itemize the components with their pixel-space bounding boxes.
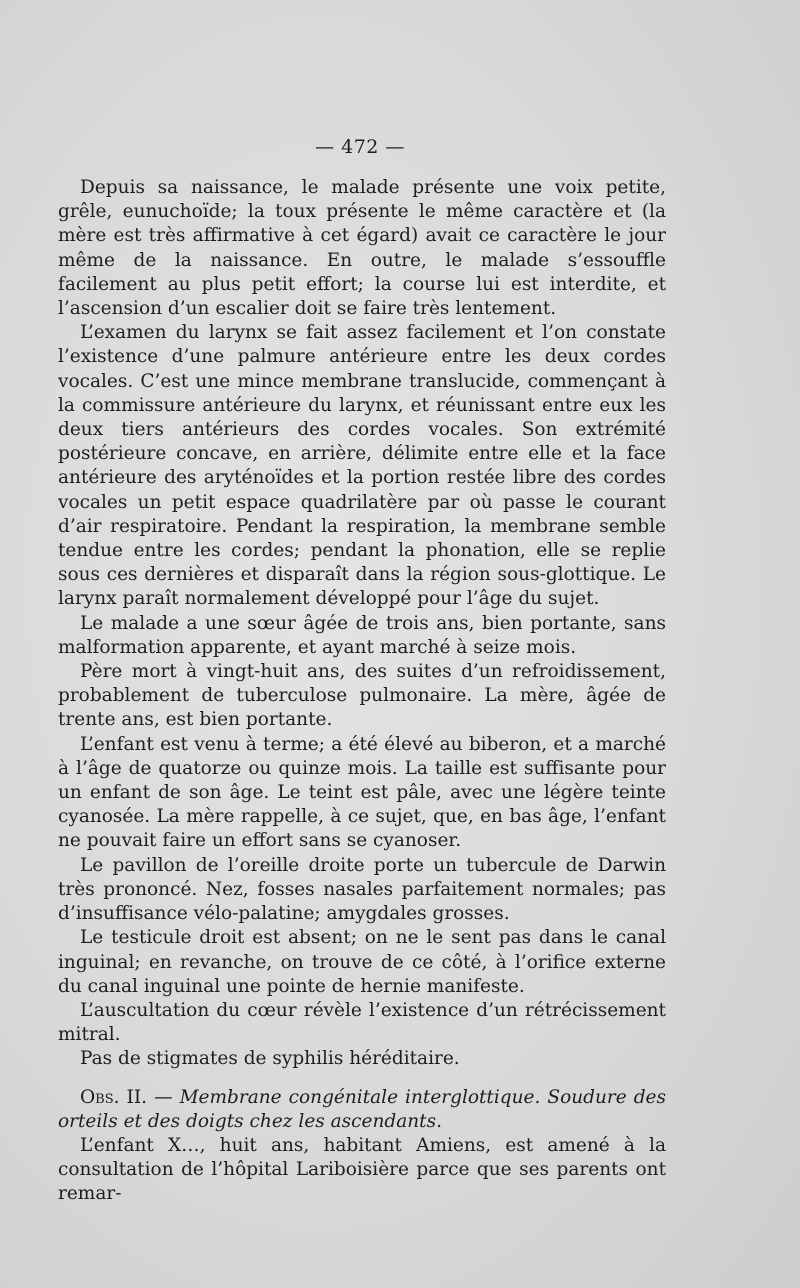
observation-heading xyxy=(58,1086,666,1134)
observation-title: Membrane congénitale interglottique. Soudure des orteils et des doigts chez les ascendants. xyxy=(58,1086,666,1132)
paragraph-sister: Le malade a une sœur âgée de trois ans, bien portante, sans malformation apparente, et ayant marché à seize mois. xyxy=(58,612,666,658)
paragraph-case-start: L’enfant X…, huit ans, habitant Amiens, est amené à la consultation de l’hôpital Lariboisière parce que ses parents ont remar- xyxy=(58,1134,666,1205)
paragraph-testicle: Le testicule droit est absent; on ne le sent pas dans le canal inguinal; en revanche, on trouve de ce côté, à l’orifice externe du canal inguinal une pointe de hernie manifeste. xyxy=(58,927,666,997)
paragraph-voice: Depuis sa naissance, le malade présente une voix petite, grêle, eunuchoïde; la toux présente le même caractère et (la mère est très affirmative à cet égard) avait ce caractère le jour même de la naissance. En outre, le malade s’essouffle facilement au plus petit effort; la course lui est interdite, et l’ascension d’un escalier doit se faire très lentement. xyxy=(58,177,666,320)
paragraph-childhood: L’enfant est venu à terme; a été élevé au biberon, et a marché à l’âge de quatorze ou quinze mois. La taille est suffisante pour un enfant de son âge. Le teint est pâle, avec une légère teinte cyanosée. La mère rappelle, à ce sujet, que, en bas âge, l’enfant ne pouvait faire un effort sans se cyanoser. xyxy=(58,733,666,852)
paragraph-heart: L’auscultation du cœur révèle l’existence d’un rétrécissement mitral. xyxy=(58,999,666,1046)
observation-dash: — xyxy=(147,1086,180,1108)
page-number: — 472 — xyxy=(315,136,405,158)
paragraph-syphilis: Pas de stigmates de syphilis héréditaire. xyxy=(80,1048,460,1070)
paragraph-larynx-exam: L’examen du larynx se fait assez facilement et l’on constate l’existence d’une palmure antérieure entre les deux cordes vocales. C’est une mince membrane translucide, commençant à la commissure antérieure du larynx, et réunissant entre eux les deux tiers antérieurs des cordes vocales. Son extrémité postérieure concave, en arrière, délimite entre elle et la face antérieure des aryténoïdes et la portion restée libre des cordes vocales un petit espace quadrilatère par où passe le courant d’air respiratoire. Pendant la respiration, la membrane semble tendue entre les cordes; pendant la phonation, elle se replie sous ces dernières et disparaît dans la région sous-glottique. Le larynx paraît normalement développé pour l’âge du sujet. xyxy=(58,322,666,610)
paragraph-parents: Père mort à vingt-huit ans, des suites d’un refroidissement, probablement de tuberculose pulmonaire. La mère, âgée de trente ans, est bien portante. xyxy=(58,661,666,731)
page-body xyxy=(58,176,666,1207)
paragraph-ear-nose: Le pavillon de l’oreille droite porte un tubercule de Darwin très prononcé. Nez, fosses nasales parfaitement normales; pas d’insuffisance vélo-palatine; amygdales grosses. xyxy=(58,854,666,925)
observation-label: Obs. II. xyxy=(80,1086,148,1108)
